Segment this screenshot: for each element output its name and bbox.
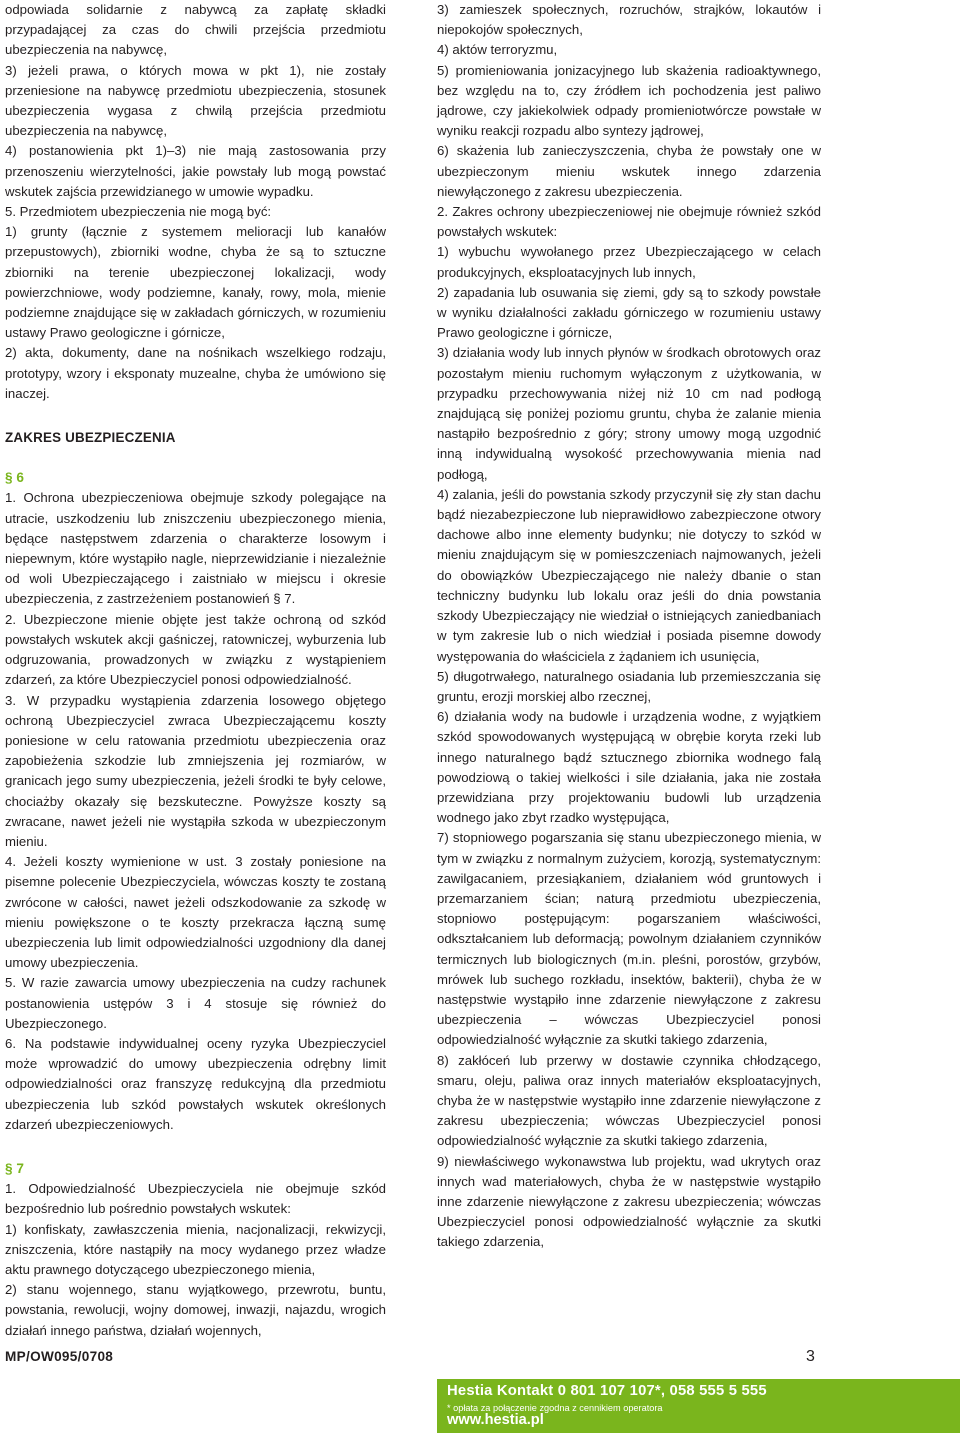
body-paragraph: 7) stopniowego pogarszania się stanu ubezpieczonego mienia, w tym w związku z normalnym zużyciem, korozją, systematycznym: zawilgacaniem, przesiąkaniem, działaniem wód gruntowych i przemarzaniem ścian; naturą przedmiotu ubezpieczenia, stopniowo postępującym: pogarszaniem właściwości, odkształcaniem lub deformacją; powolnym działaniem czynników termicznych lub biologicznych (m.in. pleśni, porostów, grzybów, mrówek lub suchego rozkładu, insektów, bakterii), chyba że w następstwie wystąpiło inne zdarzenie niewyłączone z zakresu ubezpieczenia – wówczas Ubezpieczyciel ponosi odpowiedzialność wyłącznie za skutki takiego zdarzenia, <box>437 830 821 1048</box>
body-paragraph: 2. Zakres ochrony ubezpieczeniowej nie obejmuje również szkód powstałych wskutek: <box>437 204 821 240</box>
body-paragraph: 8) zakłóceń lub przerwy w dostawie czynnika chłodzącego, smaru, oleju, paliwa oraz innych materiałów eksploatacyjnych, chyba że w następstwie wystąpiło inne zdarzenie niewyłączone z zakresu ubezpieczenia; wówczas Ubezpieczyciel ponosi odpowiedzialność wyłącznie za skutki takiego zdarzenia, <box>437 1052 821 1149</box>
page-number: 3 <box>806 1348 815 1365</box>
body-paragraph: 3) jeżeli prawa, o których mowa w pkt 1), nie zostały przeniesione na nabywcę przedmiotu ubezpieczenia, stosunek ubezpieczenia wygasa z chwilą przejścia przedmiotu ubezpieczenia na nabywcę, <box>5 62 386 139</box>
body-paragraph: 4. Jeżeli koszty wymienione w ust. 3 zostały poniesione na pisemne polecenie Ubezpieczyciela, wówczas koszty te zostaną zwrócone w całości, nawet jeżeli odszkodowanie za szkodę w mieniu powiększone o te koszty przekracza łączną sumę ubezpieczenia lub limit odpowiedzialności uzgodniony dla danej umowy ubezpieczenia. <box>5 854 386 971</box>
body-paragraph: 1. Ochrona ubezpieczeniowa obejmuje szkody polegające na utracie, uszkodzeniu lub zniszczeniu ubezpieczonego mienia, będące następstwem zdarzenia o charakterze losowym i niepewnym, które wystąpiło nagle, nieprzewidzianie i niezależnie od woli Ubezpieczającego i zaistniało w miejscu i okresie ubezpieczenia, z zastrzeżeniem postanowień § 7. <box>5 490 386 607</box>
body-paragraph: 2) stanu wojennego, stanu wyjątkowego, przewrotu, buntu, powstania, rewolucji, wojny domowej, inwazji, najazdu, wrogich działań innego państwa, działań wojennych, <box>5 1282 386 1338</box>
body-paragraph: 5) promieniowania jonizacyjnego lub skażenia radioaktywnego, bez względu na to, czy źródłem ich pochodzenia jest paliwo jądrowe, czy jakiekolwiek odpady promieniotwórcze powstałe w wyniku reakcji rozpadu albo syntezy jądrowej, <box>437 62 821 139</box>
body-paragraph: 4) zalania, jeśli do powstania szkody przyczynił się zły stan dachu bądź niezabezpieczone lub nieprawidłowo zabezpieczone otwory dachowe albo inne elementy budynku; nie dotyczy to szkód w mieniu znajdującym się w pomieszczeniach najmowanych, jeżeli do obowiązków Ubezpieczającego nie należy dbanie o stan techniczny budynku lub lokalu oraz jeśli do dnia powstania szkody Ubezpieczający nie wiedział o istniejących zaniedbaniach w tym zakresie lub o nich wiedział i posiada pisemne dowody występowania do właściciela z żądaniem ich usunięcia, <box>437 486 821 664</box>
section-heading: ZAKRES UBEZPIECZENIA <box>5 430 176 446</box>
body-paragraph: 5. Przedmiotem ubezpieczenia nie mogą być: <box>5 204 272 220</box>
body-paragraph: 6) skażenia lub zanieczyszczenia, chyba że powstały one w ubezpieczonym mieniu wskutek innego zdarzenia niewyłączonego z zakresu ubezpieczenia. <box>437 143 821 199</box>
body-paragraph: 1) konfiskaty, zawłaszczenia mienia, nacjonalizacji, rekwizycji, zniszczenia, które nastąpiły na mocy wydanego przez władze aktu prawnego dotyczącego ubezpieczonego mienia, <box>5 1221 386 1277</box>
body-paragraph: 3) zamieszek społecznych, rozruchów, strajków, lokautów i niepokojów społecznych, <box>437 2 821 38</box>
body-paragraph: 1. Odpowiedzialność Ubezpieczyciela nie obejmuje szkód bezpośrednio lub pośrednio powstałych wskutek: <box>5 1181 386 1217</box>
body-paragraph: 6) działania wody na budowle i urządzenia wodne, z wyjątkiem szkód spowodowanych występującą w obrębie koryta rzeki lub innego naturalnego bądź sztucznego zbiornika wodnego falą powodziową o takiej wielkości i sile działania, jaka nie została przewidziana przy projektowaniu budowli lub urządzenia wodnego jako zbyt rzadko występująca, <box>437 709 821 826</box>
body-paragraph: 6. Na podstawie indywidualnej oceny ryzyka Ubezpieczyciel może wprowadzić do umowy ubezpieczenia odrębny limit odpowiedzialności oraz franszyzę redukcyjną dla przedmiotu ubezpieczenia lub szkód powstałych wskutek określonych zdarzeń ubezpieczeniowych. <box>5 1035 386 1132</box>
body-paragraph: 3. W przypadku wystąpienia zdarzenia losowego objętego ochroną Ubezpieczyciel zwraca Ubezpieczającemu koszty poniesione w celu ratowania przedmiotu ubezpieczenia oraz zapobieżenia szkodzie lub zmniejszenia jej rozmiarów, w granicach jego sumy ubezpieczenia, jeżeli środki te były celowe, chociażby okazały się bezskuteczne. Powyższe koszty są zwracane, nawet jeżeli nie wystąpiła szkoda w ubezpieczonym mieniu. <box>5 692 386 849</box>
body-paragraph: 4) aktów terroryzmu, <box>437 42 558 58</box>
spacer <box>5 1135 386 1159</box>
body-paragraph: 3) działania wody lub innych płynów w środkach obrotowych oraz pozostałym mieniu ruchomym wyłączonym z użytkowania, w przypadku przechowywania niżej niż 10 cm nad podłogą znajdującą się poniżej poziomu gruntu, chyba że zalanie mienia nastąpiło bezpośrednio z góry; strony umowy mogą uzgodnić inną indywidualną wysokość przechowywania mienia nad podłogą, <box>437 345 821 482</box>
body-paragraph: 2) akta, dokumenty, dane na nośnikach wszelkiego rodzaju, prototypy, wzory i eksponaty muzealne, chyba że umówiono się inaczej. <box>5 345 386 401</box>
body-paragraph: 2. Ubezpieczone mienie objęte jest także ochroną od szkód powstałych wskutek akcji gaśniczej, ratowniczej, wyburzenia lub odgruzowania, prowadzonych w związku z wystąpieniem zdarzeń, za które Ubezpieczyciel ponosi odpowiedzialność. <box>5 611 386 688</box>
body-paragraph: odpowiada solidarnie z nabywcą za zapłatę składki przypadającej za czas do chwili przejścia przedmiotu ubezpieczenia na nabywcę, <box>5 2 386 58</box>
contact-phone-line: Hestia Kontakt 0 801 107 107*, 058 555 5 555 <box>447 1383 767 1399</box>
body-paragraph: 1) grunty (łącznie z systemem melioracji lub kanałów przepustowych), zbiorniki wodne, chyba że są to sztuczne zbiorniki na terenie ubezpieczonej lokalizacji, wody powierzchniowe, wody podziemne, kanały, rowy, mola, mienie podziemne znajdujące się w zakładach górniczych, w rozumieniu ustawy Prawo geologiczne i górnicze, <box>5 224 386 341</box>
paragraph-section-number: § 7 <box>5 1160 24 1176</box>
body-paragraph: 5) długotrwałego, naturalnego osiadania lub przemieszczania się gruntu, erozji morskiej albo rzecznej, <box>437 668 821 704</box>
body-paragraph: 1) wybuchu wywołanego przez Ubezpieczającego w celach produkcyjnych, eksploatacyjnych lub innych, <box>437 244 821 280</box>
body-paragraph: 5. W razie zawarcia umowy ubezpieczenia na cudzy rachunek postanowienia ustępów 3 i 4 stosuje się również do Ubezpieczonego. <box>5 975 386 1031</box>
hestia-contact-band <box>437 1379 960 1433</box>
paragraph-section-number: § 6 <box>5 470 24 486</box>
call-cost-note: * opłata za połączenie zgodna z cennikiem operatora <box>447 1403 663 1413</box>
website-link[interactable]: www.hestia.pl <box>447 1412 544 1428</box>
spacer <box>5 448 386 468</box>
body-paragraph: 4) postanowienia pkt 1)–3) nie mają zastosowania przy przenoszeniu wierzytelności, jakie powstały lub mogą powstać wskutek zajścia przewidzianego w umowie wypadku. <box>5 143 386 199</box>
left-column <box>5 0 386 1341</box>
document-code: MP/OW095/0708 <box>5 1349 114 1364</box>
right-column <box>437 0 821 1253</box>
body-paragraph: 2) zapadania lub osuwania się ziemi, gdy są to szkody powstałe w wyniku działalności zakładu górniczego w rozumieniu ustawy Prawo geologiczne i górnicze, <box>437 284 821 341</box>
spacer <box>5 404 386 428</box>
body-paragraph: 9) niewłaściwego wykonawstwa lub projektu, wad ukrytych oraz innych wad materiałowych, chyba że w następstwie wystąpiło inne zdarzenie niewyłączone z zakresu ubezpieczenia; wówczas Ubezpieczyciel ponosi odpowiedzialność wyłącznie za skutki takiego zdarzenia, <box>437 1153 821 1250</box>
